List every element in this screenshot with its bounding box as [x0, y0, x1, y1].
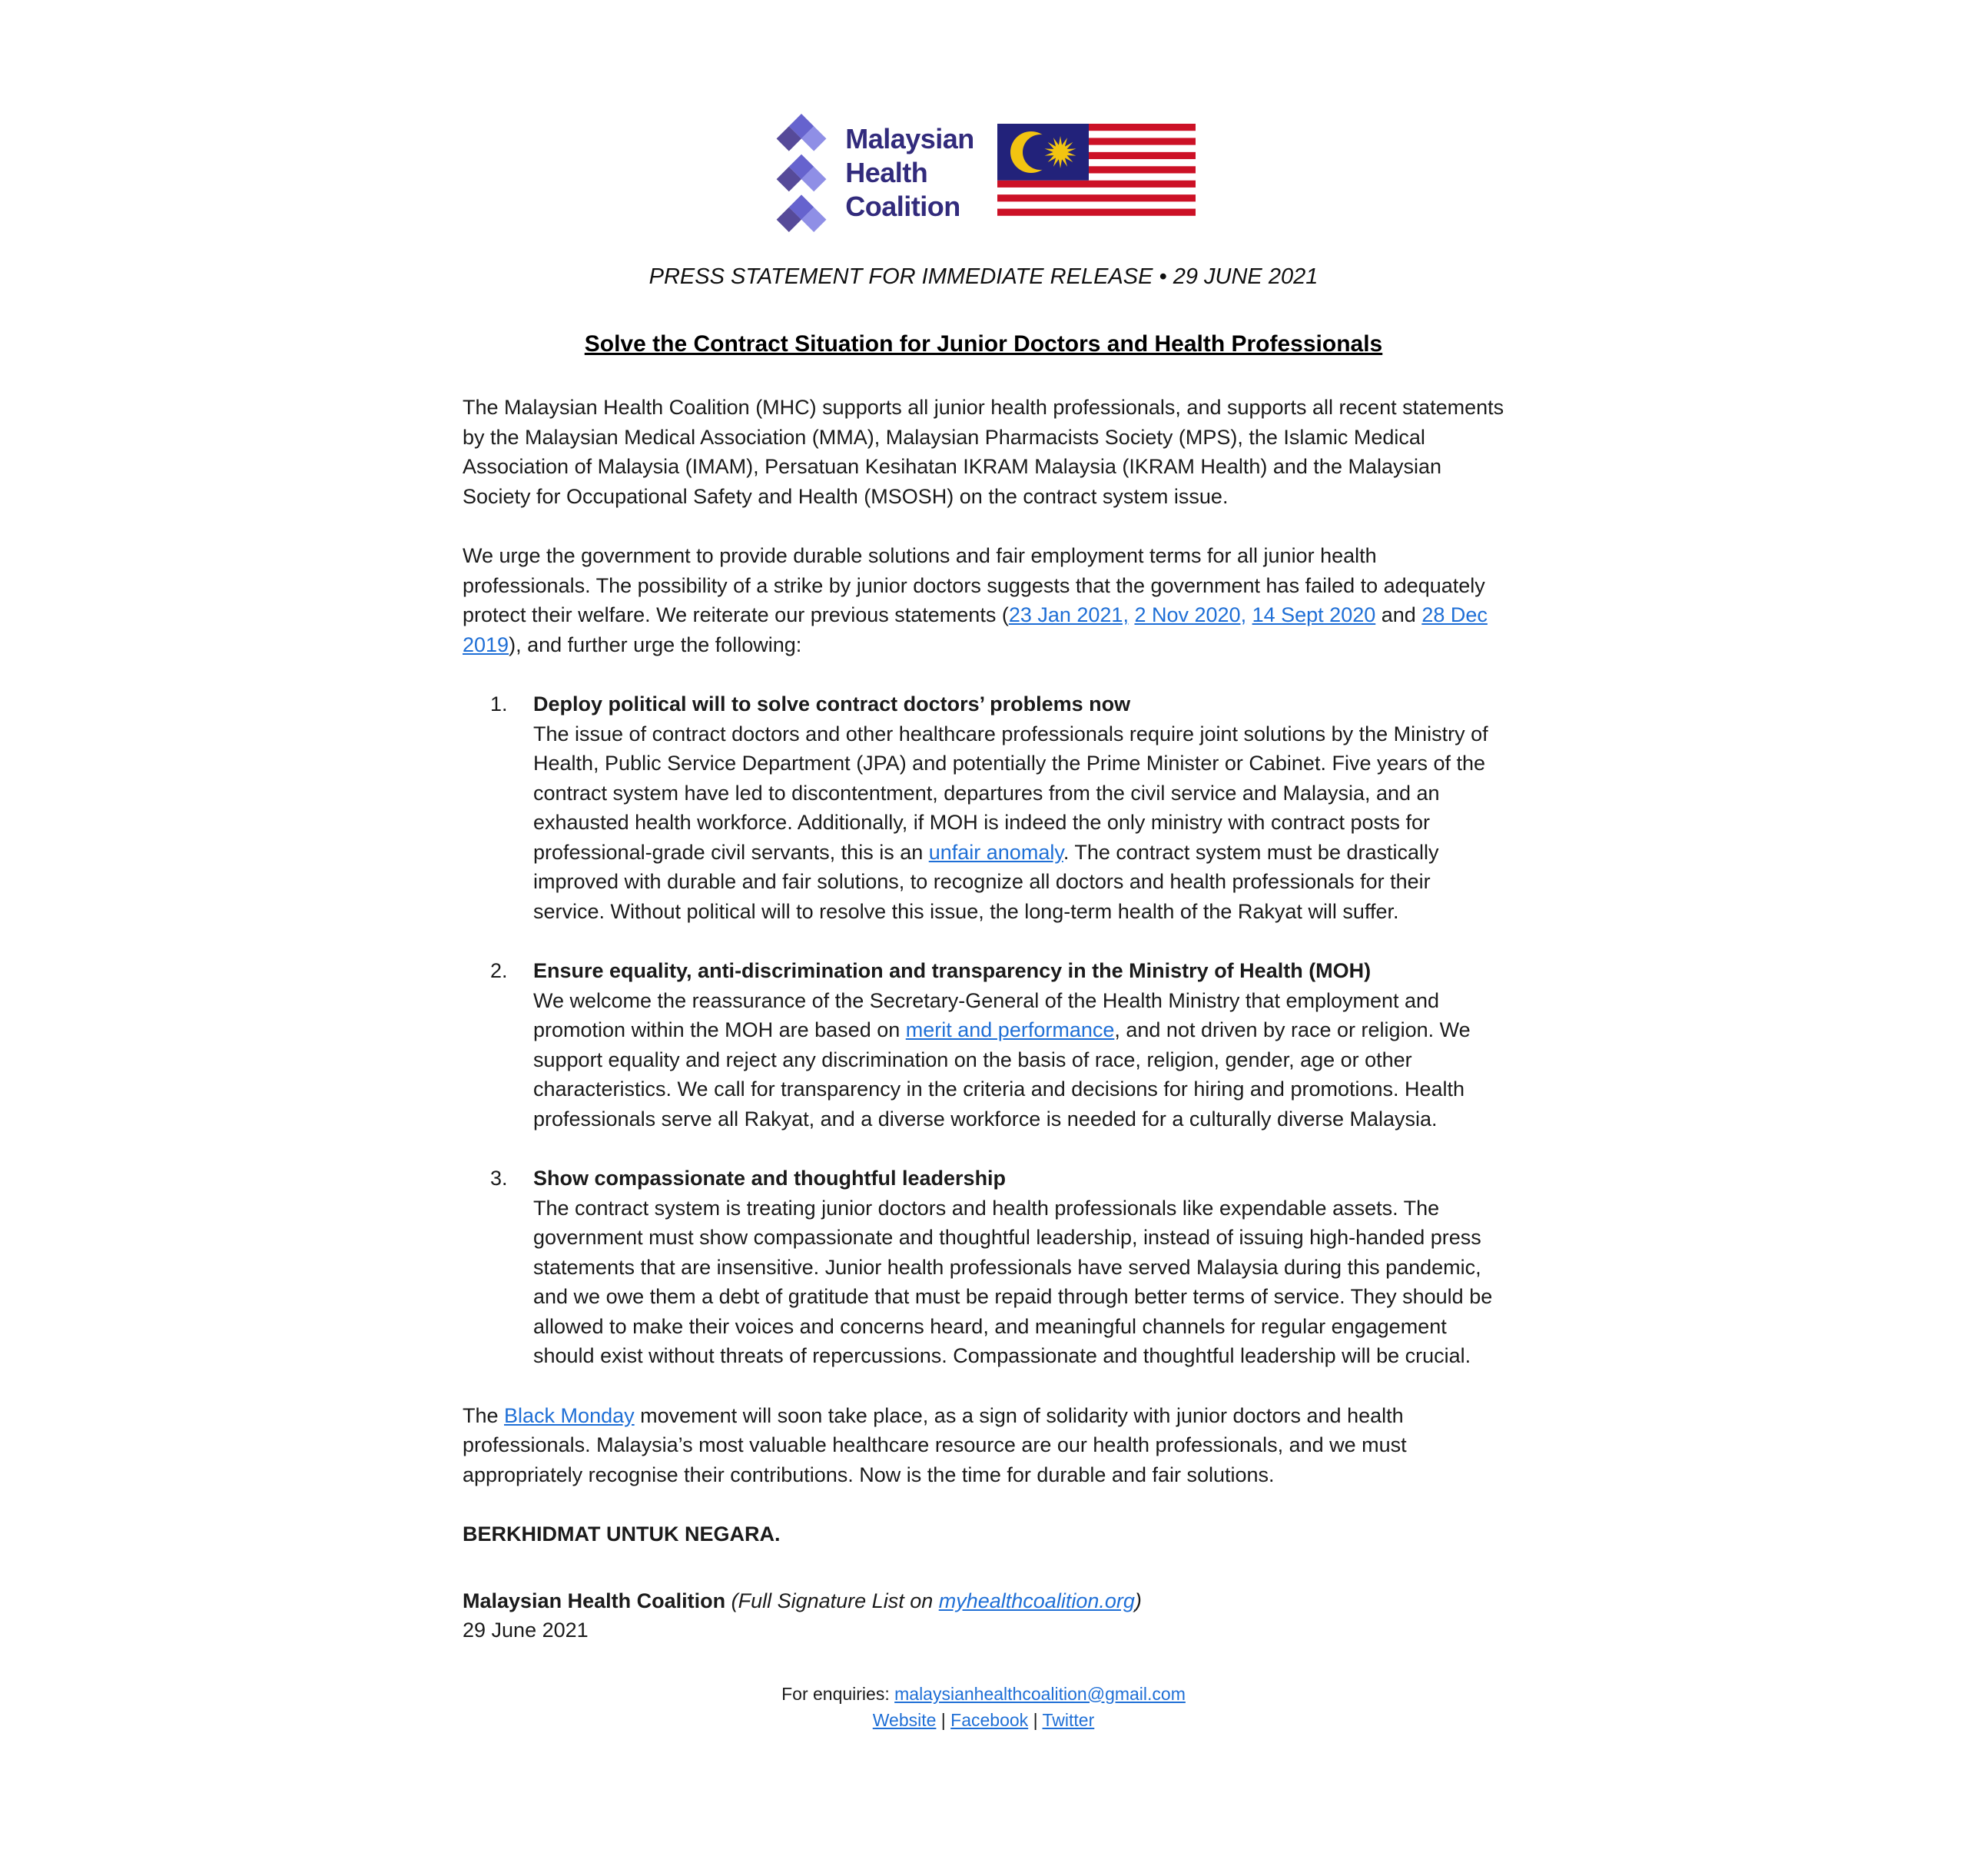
signature-date: 29 June 2021 [463, 1619, 589, 1642]
text-run: | [936, 1709, 951, 1730]
logo-line-1: Malaysian [845, 123, 974, 154]
list-item-body [533, 1194, 1504, 1371]
text-run [1246, 603, 1252, 626]
signature-line [463, 1586, 1504, 1616]
link-unfair-anomaly[interactable]: unfair anomaly [928, 840, 1063, 864]
malaysia-flag-icon [997, 124, 1196, 223]
text-run: The issue of contract doctors and other healthcare professionals require joint solutions by the Ministry of Health, Public Service Department (JPA) and potentially the Prime Minister or Cabinet. Five years of the contract system have led to discontentment, departures from the civil service and Malaysia, and an exhausted health workforce. Additionally, if MOH is indeed the only ministry with contract posts for professional-grade civil servants, this is an [533, 722, 1488, 864]
footer-social-links [0, 1707, 1967, 1733]
logo-wordmark [845, 122, 974, 224]
list-item-body [533, 719, 1504, 927]
link-facebook[interactable]: Facebook [950, 1709, 1029, 1730]
logo-row [0, 0, 1967, 234]
list-item-1 [490, 689, 1504, 926]
list-item-title: Ensure equality, anti-discrimination and transparency in the Ministry of Health (MOH) [533, 959, 1372, 982]
text-run: . The contract system must be drastically improved with durable and fair solutions, to recognize all doctors and health professionals for their service. Without political will to resolve this issue, the long-term health of the Rakyat will suffer. [533, 840, 1439, 923]
text-run: and [1375, 603, 1422, 626]
list-number: 1. [490, 692, 508, 716]
logo-line-3: Coalition [845, 191, 960, 222]
list-item-body [533, 986, 1504, 1134]
list-number: 3. [490, 1167, 508, 1190]
text-run: The [463, 1403, 505, 1427]
list-item-2 [490, 956, 1504, 1134]
text-run: Malaysian Health Coalition [463, 1589, 726, 1612]
letterhead [0, 0, 1967, 357]
text-run: The contract system is treating junior doctors and health professionals like expendable assets. The government must show compassionate and thoughtful leadership, instead of issuing high-handed press statements that are insensitive. Junior health professionals have served Malaysia during this pandemic, and we owe them a debt of gratitude that must be repaid through better terms of service. They should be allowed to make their voices and concerns heard, and meaningful channels for regular engagement should exist without threats of repercussions. Compassionate and thoughtful leadership will be crucial. [533, 1196, 1493, 1367]
link-enquiries-email[interactable]: malaysianhealthcoalition@gmail.com [894, 1683, 1186, 1704]
link-28-dec-2019[interactable]: 28 Dec 2019 [463, 603, 1488, 656]
link-myhealthcoalition-org[interactable]: myhealthcoalition.org [938, 1589, 1135, 1612]
text-run: We urge the government to provide durable solutions and fair employment terms for all junior health professionals. The possibility of a strike by junior doctors suggests that the government has failed to adequately protect their welfare. We reiterate our previous statements ( [463, 544, 1485, 626]
text-run: ) [1134, 1589, 1142, 1612]
link-merit-and-performance[interactable]: merit and performance [905, 1018, 1115, 1041]
document-title: Solve the Contract Situation for Junior Doctors and Health Professionals [584, 331, 1383, 357]
text-run: We welcome the reassurance of the Secretary-General of the Health Ministry that employment and promotion within the MOH are based on [533, 988, 1440, 1041]
paragraph-intro [463, 393, 1504, 511]
footer-enquiries [0, 1681, 1967, 1707]
paragraph-closing [463, 1401, 1504, 1490]
link-14-sept-2020[interactable]: 14 Sept 2020 [1252, 603, 1376, 626]
list-number: 2. [490, 959, 508, 982]
mhc-diamonds-icon [771, 112, 831, 234]
list-item-title: Deploy political will to solve contract doctors’ problems now [533, 692, 1131, 716]
logo-line-2: Health [845, 157, 928, 188]
link-2-nov-2020[interactable]: 2 Nov 2020, [1134, 603, 1247, 626]
berkhidmat-line: BERKHIDMAT UNTUK NEGARA. [463, 1522, 781, 1546]
document-body [463, 393, 1504, 1645]
text-run: (Full Signature List on [731, 1589, 939, 1612]
text-run: | [1028, 1709, 1043, 1730]
press-release-line: PRESS STATEMENT FOR IMMEDIATE RELEASE • 29 JUNE 2021 [648, 264, 1319, 289]
paragraph-urge [463, 541, 1504, 659]
link-black-monday[interactable]: Black Monday [504, 1403, 635, 1427]
link-website[interactable]: Website [872, 1709, 937, 1730]
link-23-jan-2021[interactable]: 23 Jan 2021, [1008, 603, 1129, 626]
text-run [725, 1589, 731, 1612]
text-run: For enquiries: [781, 1683, 895, 1704]
text-run: ), and further urge the following: [509, 633, 802, 656]
mhc-logo [771, 112, 974, 234]
text-run: movement will soon take place, as a sign of solidarity with junior doctors and health professionals. Malaysia’s most valuable healthcare resource are our health professionals, and we must appropriately recognise their contributions. Now is the time for durable and fair solutions. [463, 1403, 1407, 1486]
document-footer [0, 1681, 1967, 1733]
text-run: , and not driven by race or religion. We support equality and reject any discrimination on the basis of race, religion, gender, age or other characteristics. We call for transparency in the criteria and decisions for hiring and promotions. Health professionals serve all Rakyat, and a diverse workforce is needed for a culturally diverse Malaysia. [533, 1018, 1471, 1131]
list-item-title: Show compassionate and thoughtful leadership [533, 1167, 1007, 1190]
link-twitter[interactable]: Twitter [1042, 1709, 1095, 1730]
text-run: The Malaysian Health Coalition (MHC) supports all junior health professionals, and supports all recent statements by the Malaysian Medical Association (MMA), Malaysian Pharmacists Society (MPS), the Islamic Medical Association of Malaysia (IMAM), Persatuan Kesihatan IKRAM Malaysia (IKRAM Health) and the Malaysian Society for Occupational Safety and Health (MSOSH) on the contract system issue. [463, 396, 1504, 508]
list-item-3 [490, 1164, 1504, 1371]
